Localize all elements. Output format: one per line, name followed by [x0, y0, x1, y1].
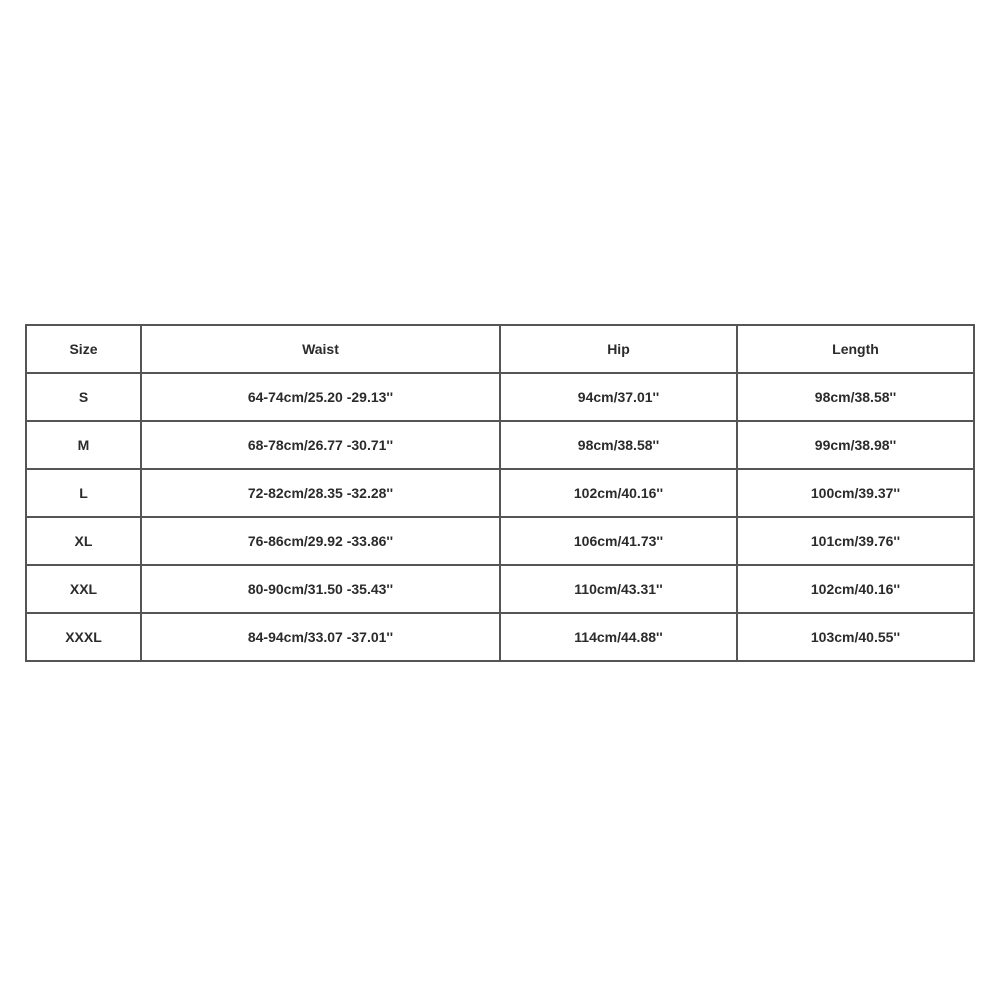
length-cell: 102cm/40.16'': [737, 565, 974, 613]
waist-cell: 72-82cm/28.35 -32.28'': [141, 469, 500, 517]
header-hip: Hip: [500, 325, 737, 373]
table-row: [26, 517, 974, 565]
waist-cell: 84-94cm/33.07 -37.01'': [141, 613, 500, 661]
table-row: [26, 469, 974, 517]
size-cell: M: [26, 421, 141, 469]
header-waist: Waist: [141, 325, 500, 373]
waist-cell: 64-74cm/25.20 -29.13'': [141, 373, 500, 421]
length-cell: 103cm/40.55'': [737, 613, 974, 661]
size-cell: XL: [26, 517, 141, 565]
size-chart-table: [25, 324, 975, 662]
length-cell: 100cm/39.37'': [737, 469, 974, 517]
table-row: [26, 421, 974, 469]
hip-cell: 102cm/40.16'': [500, 469, 737, 517]
table-row: [26, 373, 974, 421]
header-length: Length: [737, 325, 974, 373]
hip-cell: 110cm/43.31'': [500, 565, 737, 613]
length-cell: 98cm/38.58'': [737, 373, 974, 421]
size-cell: L: [26, 469, 141, 517]
length-cell: 101cm/39.76'': [737, 517, 974, 565]
length-cell: 99cm/38.98'': [737, 421, 974, 469]
header-row: [26, 325, 974, 373]
header-size: Size: [26, 325, 141, 373]
table-row: [26, 565, 974, 613]
hip-cell: 114cm/44.88'': [500, 613, 737, 661]
size-cell: S: [26, 373, 141, 421]
size-cell: XXL: [26, 565, 141, 613]
hip-cell: 98cm/38.58'': [500, 421, 737, 469]
table-row: [26, 613, 974, 661]
hip-cell: 106cm/41.73'': [500, 517, 737, 565]
size-cell: XXXL: [26, 613, 141, 661]
table-body: [26, 373, 974, 661]
table-header: [26, 325, 974, 373]
waist-cell: 76-86cm/29.92 -33.86'': [141, 517, 500, 565]
hip-cell: 94cm/37.01'': [500, 373, 737, 421]
waist-cell: 68-78cm/26.77 -30.71'': [141, 421, 500, 469]
waist-cell: 80-90cm/31.50 -35.43'': [141, 565, 500, 613]
